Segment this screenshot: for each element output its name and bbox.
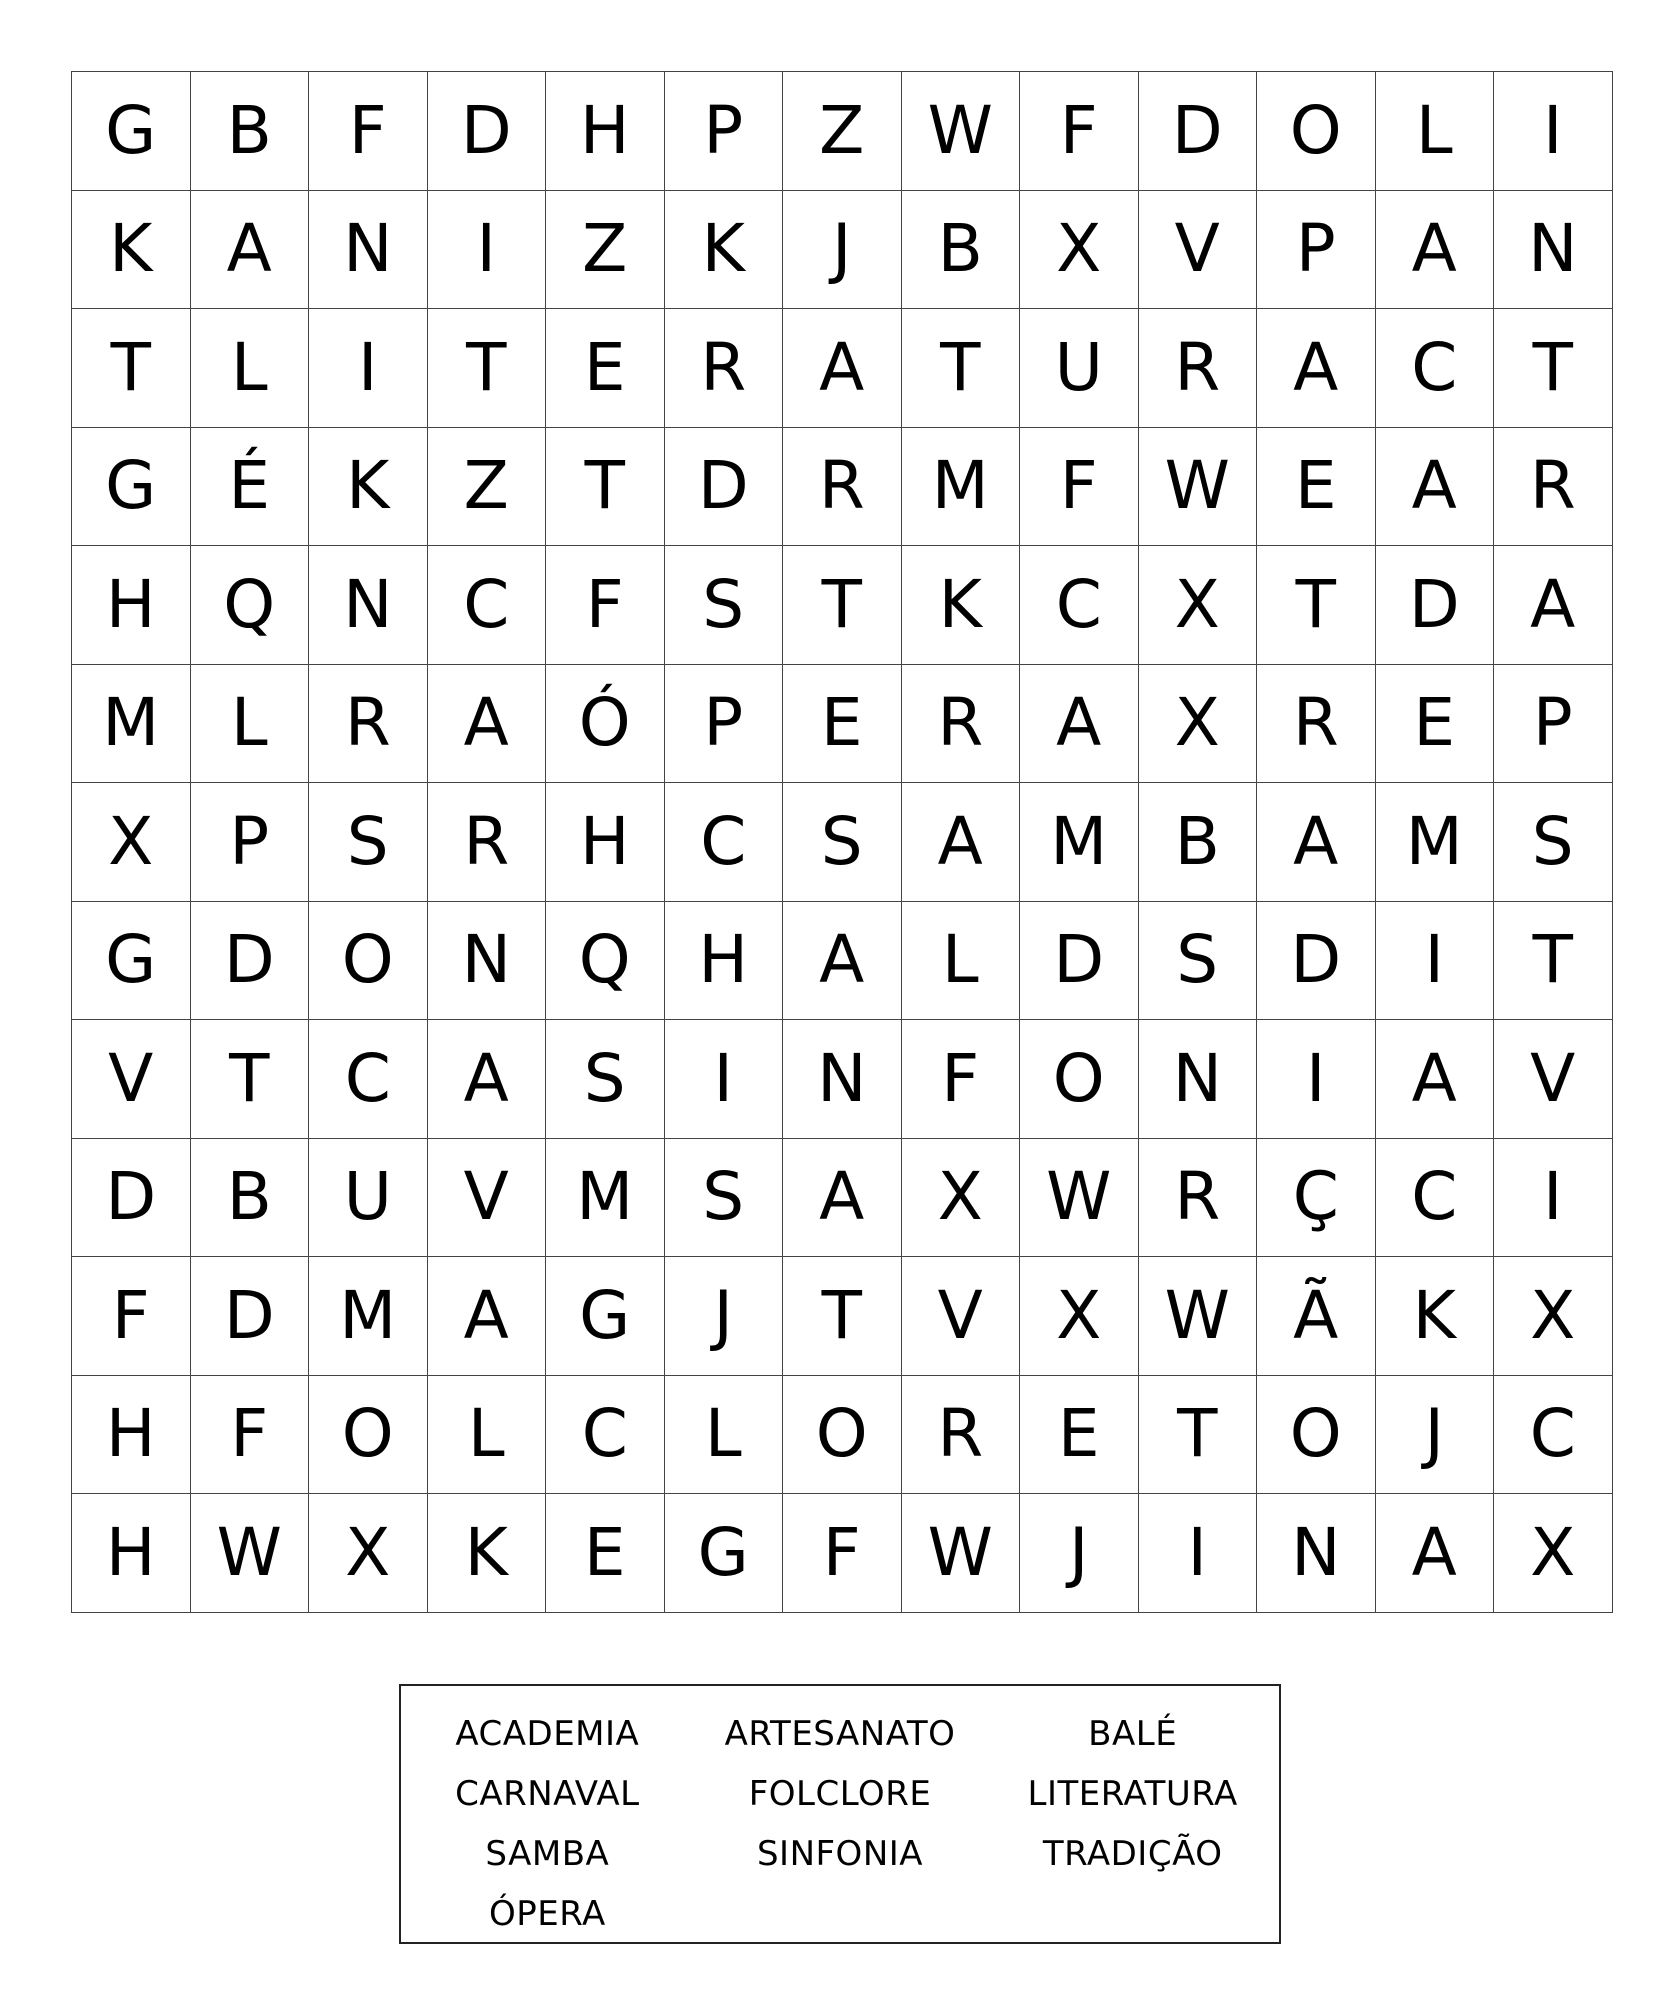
grid-cell[interactable]: S <box>1139 902 1258 1021</box>
grid-cell[interactable]: B <box>1139 783 1258 902</box>
word-list-item: LITERATURA <box>1027 1774 1238 1814</box>
grid-cell[interactable]: O <box>1020 1020 1139 1139</box>
grid-cell[interactable]: G <box>665 1494 784 1613</box>
grid-cell[interactable]: K <box>309 428 428 547</box>
word-list-item: SINFONIA <box>756 1834 924 1874</box>
grid-cell[interactable]: D <box>191 1257 310 1376</box>
grid-cell[interactable]: K <box>428 1494 547 1613</box>
grid-cell[interactable]: W <box>1139 1257 1258 1376</box>
grid-cell[interactable]: V <box>1494 1020 1613 1139</box>
grid-cell[interactable]: L <box>191 665 310 784</box>
grid-cell[interactable]: F <box>902 1020 1021 1139</box>
grid-cell[interactable]: J <box>1020 1494 1139 1613</box>
grid-cell[interactable]: I <box>309 309 428 428</box>
grid-cell[interactable]: T <box>783 1257 902 1376</box>
grid-cell[interactable]: R <box>1494 428 1613 547</box>
grid-cell[interactable]: X <box>1139 665 1258 784</box>
word-list-item: ÓPERA <box>488 1894 606 1934</box>
grid-cell[interactable]: T <box>1139 1376 1258 1495</box>
grid-cell[interactable]: M <box>72 665 191 784</box>
grid-cell[interactable]: A <box>428 665 547 784</box>
grid-cell[interactable]: T <box>902 309 1021 428</box>
grid-cell[interactable]: D <box>72 1139 191 1258</box>
grid-cell[interactable]: A <box>1257 783 1376 902</box>
grid-cell[interactable]: K <box>665 191 784 310</box>
grid-cell[interactable]: G <box>72 902 191 1021</box>
grid-cell[interactable]: R <box>1139 309 1258 428</box>
grid-cell[interactable]: S <box>665 546 784 665</box>
grid-cell[interactable]: O <box>309 1376 428 1495</box>
grid-cell[interactable]: X <box>1020 1257 1139 1376</box>
grid-cell[interactable]: H <box>665 902 784 1021</box>
grid-cell[interactable]: I <box>1139 1494 1258 1613</box>
grid-cell[interactable]: D <box>1376 546 1495 665</box>
grid-cell[interactable]: E <box>1376 665 1495 784</box>
grid-cell[interactable]: K <box>1376 1257 1495 1376</box>
grid-cell[interactable]: T <box>783 546 902 665</box>
grid-cell[interactable]: F <box>1020 72 1139 191</box>
grid-cell[interactable]: X <box>1494 1494 1613 1613</box>
grid-cell[interactable]: T <box>1494 902 1613 1021</box>
grid-cell[interactable]: D <box>1257 902 1376 1021</box>
grid-cell[interactable]: S <box>1494 783 1613 902</box>
grid-cell[interactable]: H <box>72 1376 191 1495</box>
grid-cell[interactable]: P <box>665 72 784 191</box>
grid-cell[interactable]: V <box>428 1139 547 1258</box>
grid-cell[interactable]: I <box>428 191 547 310</box>
grid-cell[interactable]: Z <box>428 428 547 547</box>
grid-cell[interactable]: O <box>1257 72 1376 191</box>
word-list-item: TRADIÇÃO <box>1042 1834 1223 1874</box>
grid-cell[interactable]: E <box>546 309 665 428</box>
grid-cell[interactable]: P <box>1494 665 1613 784</box>
grid-cell[interactable]: M <box>1376 783 1495 902</box>
grid-cell[interactable]: M <box>902 428 1021 547</box>
grid-cell[interactable]: H <box>72 546 191 665</box>
grid-cell[interactable]: T <box>1494 309 1613 428</box>
grid-cell[interactable]: Ç <box>1257 1139 1376 1258</box>
grid-cell[interactable]: K <box>902 546 1021 665</box>
grid-cell[interactable]: M <box>1020 783 1139 902</box>
grid-cell[interactable]: O <box>309 902 428 1021</box>
grid-cell[interactable]: M <box>546 1139 665 1258</box>
grid-cell[interactable]: R <box>902 1376 1021 1495</box>
grid-cell[interactable]: A <box>428 1020 547 1139</box>
word-list-column <box>401 1704 694 1942</box>
grid-cell[interactable]: H <box>546 72 665 191</box>
grid-cell[interactable]: I <box>1257 1020 1376 1139</box>
grid-cell[interactable]: R <box>783 428 902 547</box>
word-list-item: ARTESANATO <box>724 1714 956 1754</box>
grid-cell[interactable]: U <box>309 1139 428 1258</box>
word-list-item: BALÉ <box>1088 1714 1178 1754</box>
grid-cell[interactable]: X <box>1494 1257 1613 1376</box>
grid-cell[interactable]: H <box>72 1494 191 1613</box>
grid-cell[interactable]: X <box>72 783 191 902</box>
grid-cell[interactable]: A <box>902 783 1021 902</box>
grid-cell[interactable]: P <box>191 783 310 902</box>
grid-cell[interactable]: D <box>1139 72 1258 191</box>
grid-cell[interactable]: Ó <box>546 665 665 784</box>
grid-cell[interactable]: F <box>1020 428 1139 547</box>
word-list-column <box>694 1704 987 1942</box>
grid-cell[interactable]: A <box>191 191 310 310</box>
grid-cell[interactable]: L <box>191 309 310 428</box>
grid-cell[interactable]: N <box>783 1020 902 1139</box>
grid-cell[interactable]: H <box>546 783 665 902</box>
grid-cell[interactable]: I <box>1376 902 1495 1021</box>
grid-cell[interactable]: F <box>72 1257 191 1376</box>
grid-cell[interactable]: É <box>191 428 310 547</box>
grid-cell[interactable]: C <box>309 1020 428 1139</box>
grid-cell[interactable]: C <box>1376 1139 1495 1258</box>
grid-cell[interactable]: A <box>428 1257 547 1376</box>
grid-cell[interactable]: Z <box>783 72 902 191</box>
grid-cell[interactable]: G <box>72 428 191 547</box>
grid-cell[interactable]: N <box>1257 1494 1376 1613</box>
grid-cell[interactable]: C <box>546 1376 665 1495</box>
grid-cell[interactable]: B <box>191 1139 310 1258</box>
word-list-item: ACADEMIA <box>455 1714 640 1754</box>
grid-cell[interactable]: W <box>1020 1139 1139 1258</box>
grid-cell[interactable]: R <box>428 783 547 902</box>
grid-cell[interactable]: K <box>72 191 191 310</box>
word-list-item: CARNAVAL <box>455 1774 640 1814</box>
grid-cell[interactable]: V <box>72 1020 191 1139</box>
grid-cell[interactable]: T <box>546 428 665 547</box>
grid-cell[interactable]: N <box>309 191 428 310</box>
grid-cell[interactable]: A <box>783 1139 902 1258</box>
grid-cell[interactable]: E <box>783 665 902 784</box>
grid-cell[interactable]: I <box>665 1020 784 1139</box>
grid-cell[interactable]: L <box>428 1376 547 1495</box>
grid-cell[interactable]: J <box>665 1257 784 1376</box>
word-list-column <box>986 1704 1279 1942</box>
grid-cell[interactable]: I <box>1494 72 1613 191</box>
grid-cell[interactable]: A <box>1376 1494 1495 1613</box>
grid-cell[interactable]: A <box>1257 309 1376 428</box>
grid-cell[interactable]: X <box>902 1139 1021 1258</box>
grid-cell[interactable]: O <box>783 1376 902 1495</box>
grid-cell[interactable]: T <box>428 309 547 428</box>
grid-cell[interactable]: U <box>1020 309 1139 428</box>
grid-cell[interactable]: L <box>902 902 1021 1021</box>
word-list-box <box>399 1684 1281 1944</box>
grid-cell[interactable]: W <box>902 72 1021 191</box>
grid-cell[interactable]: D <box>665 428 784 547</box>
grid-cell[interactable]: X <box>1020 191 1139 310</box>
grid-cell[interactable]: E <box>1257 428 1376 547</box>
grid-cell[interactable]: L <box>665 1376 784 1495</box>
grid-cell[interactable]: V <box>1139 191 1258 310</box>
grid-cell[interactable]: A <box>1020 665 1139 784</box>
grid-cell[interactable]: W <box>902 1494 1021 1613</box>
grid-cell[interactable]: Q <box>546 902 665 1021</box>
word-list-item: FOLCLORE <box>748 1774 932 1814</box>
grid-cell[interactable]: D <box>1020 902 1139 1021</box>
grid-cell[interactable]: C <box>428 546 547 665</box>
grid-cell[interactable]: N <box>428 902 547 1021</box>
grid-cell[interactable]: R <box>902 665 1021 784</box>
grid-cell[interactable]: R <box>665 309 784 428</box>
grid-cell[interactable]: W <box>1139 428 1258 547</box>
grid-cell[interactable]: Z <box>546 191 665 310</box>
grid-cell[interactable]: A <box>783 902 902 1021</box>
grid-cell[interactable]: T <box>72 309 191 428</box>
grid-cell[interactable]: O <box>1257 1376 1376 1495</box>
grid-cell[interactable]: A <box>1494 546 1613 665</box>
grid-cell[interactable]: M <box>309 1257 428 1376</box>
grid-cell[interactable]: A <box>1376 191 1495 310</box>
grid-cell[interactable]: C <box>665 783 784 902</box>
word-search-grid <box>71 71 1613 1613</box>
grid-cell[interactable]: C <box>1376 309 1495 428</box>
grid-cell[interactable]: P <box>1257 191 1376 310</box>
grid-cell[interactable]: A <box>1376 428 1495 547</box>
grid-cell[interactable]: R <box>1257 665 1376 784</box>
grid-cell[interactable]: T <box>191 1020 310 1139</box>
grid-cell[interactable]: G <box>72 72 191 191</box>
grid-cell[interactable]: F <box>191 1376 310 1495</box>
grid-cell[interactable]: S <box>546 1020 665 1139</box>
grid-cell[interactable]: S <box>309 783 428 902</box>
grid-cell[interactable]: A <box>1376 1020 1495 1139</box>
grid-cell[interactable]: R <box>1139 1139 1258 1258</box>
grid-cell[interactable]: S <box>665 1139 784 1258</box>
grid-cell[interactable]: R <box>309 665 428 784</box>
grid-cell[interactable]: J <box>783 191 902 310</box>
grid-cell[interactable]: I <box>1494 1139 1613 1258</box>
grid-cell[interactable]: C <box>1020 546 1139 665</box>
grid-cell[interactable]: E <box>546 1494 665 1613</box>
grid-cell[interactable]: D <box>191 902 310 1021</box>
grid-cell[interactable]: F <box>546 546 665 665</box>
grid-cell[interactable]: X <box>309 1494 428 1613</box>
grid-cell[interactable]: D <box>428 72 547 191</box>
word-list-item: SAMBA <box>485 1834 610 1874</box>
grid-cell[interactable]: W <box>191 1494 310 1613</box>
grid-cell[interactable]: A <box>783 309 902 428</box>
grid-cell[interactable]: F <box>783 1494 902 1613</box>
grid-cell[interactable]: L <box>1376 72 1495 191</box>
grid-cell[interactable]: E <box>1020 1376 1139 1495</box>
grid-cell[interactable]: N <box>1494 191 1613 310</box>
grid-cell[interactable]: X <box>1139 546 1258 665</box>
grid-cell[interactable]: B <box>191 72 310 191</box>
grid-cell[interactable]: T <box>1257 546 1376 665</box>
grid-cell[interactable]: S <box>783 783 902 902</box>
grid-cell[interactable]: V <box>902 1257 1021 1376</box>
grid-cell[interactable]: B <box>902 191 1021 310</box>
grid-cell[interactable]: N <box>1139 1020 1258 1139</box>
grid-cell[interactable]: F <box>309 72 428 191</box>
grid-cell[interactable]: J <box>1376 1376 1495 1495</box>
grid-cell[interactable]: C <box>1494 1376 1613 1495</box>
grid-cell[interactable]: G <box>546 1257 665 1376</box>
grid-cell[interactable]: Q <box>191 546 310 665</box>
grid-cell[interactable]: P <box>665 665 784 784</box>
grid-cell[interactable]: Ã <box>1257 1257 1376 1376</box>
grid-cell[interactable]: N <box>309 546 428 665</box>
